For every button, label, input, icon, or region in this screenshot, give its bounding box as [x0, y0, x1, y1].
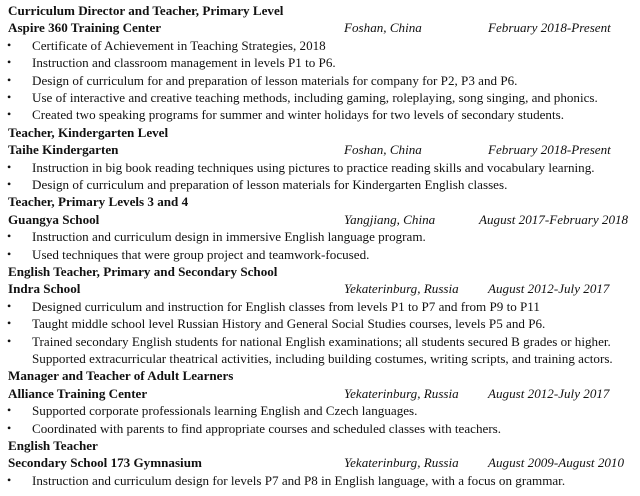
- bullet-item: [0, 106, 640, 123]
- bullet-icon: •: [7, 159, 12, 174]
- bullet-icon: •: [7, 37, 12, 52]
- bullet-text: Design of curriculum and preparation of lesson materials for Kindergarten English classes.: [32, 177, 508, 192]
- bullet-text: Trained secondary English students for national English examinations; all students secured B grades or higher.: [32, 333, 611, 349]
- bullet-text: Instruction and curriculum design for levels P7 and P8 in English language, with a focus on grammar.: [32, 472, 566, 488]
- employer-row: [0, 454, 640, 471]
- bullet-icon: •: [7, 246, 12, 261]
- employer-row: [0, 385, 640, 402]
- employment-dates: February 2018-Present: [488, 20, 611, 36]
- bullet-item: [0, 176, 640, 193]
- employer-name: Guangya School: [8, 211, 100, 227]
- bullet-text: Supported corporate professionals learning English and Czech languages.: [32, 403, 418, 419]
- employer-location: Foshan, China: [344, 20, 422, 36]
- bullet-icon: •: [7, 403, 12, 418]
- bullet-item: [0, 89, 640, 106]
- bullet-text: Coordinated with parents to find appropriate courses and scheduled classes with teachers.: [32, 420, 502, 436]
- bullet-text: Taught middle school level Russian History and General Social Studies courses, levels P5 and P6.: [32, 316, 546, 332]
- employer-row: [0, 211, 640, 228]
- bullet-item: [0, 420, 640, 437]
- bullet-text: Design of curriculum for and preparation of lesson materials for company for P2, P3 and P6.: [32, 72, 518, 88]
- employer-row: [0, 141, 640, 158]
- job-title: Manager and Teacher of Adult Learners: [8, 368, 234, 384]
- bullet-item: [0, 402, 640, 419]
- bullet-item: [0, 246, 640, 263]
- employer-location: Foshan, China: [344, 142, 422, 158]
- employer-name: Aspire 360 Training Center: [8, 20, 162, 36]
- bullet-item: [0, 72, 640, 89]
- employer-location: Yekaterinburg, Russia: [344, 385, 459, 401]
- employer-location: Yekaterinburg, Russia: [344, 281, 459, 297]
- job-title: Teacher, Kindergarten Level: [8, 124, 169, 140]
- employment-dates: August 2009-August 2010: [488, 455, 625, 471]
- employer-name: Secondary School 173 Gymnasium: [8, 455, 202, 471]
- employment-dates: August 2012-July 2017: [488, 281, 610, 297]
- bullet-icon: •: [7, 90, 12, 104]
- employer-row: [0, 280, 640, 297]
- job-title: English Teacher: [8, 438, 98, 453]
- bullet-icon: •: [7, 107, 12, 122]
- bullet-icon: •: [7, 229, 12, 244]
- bullet-item: [0, 37, 640, 54]
- bullet-icon: •: [7, 177, 12, 191]
- job-title: Teacher, Primary Levels 3 and 4: [8, 194, 189, 210]
- employment-dates: February 2018-Present: [488, 142, 611, 158]
- bullet-text: Created two speaking programs for summer and winter holidays for two levels of secondary students.: [32, 107, 564, 123]
- bullet-icon: •: [7, 316, 12, 331]
- employer-location: Yekaterinburg, Russia: [344, 455, 459, 471]
- bullet-continuation: [0, 350, 640, 367]
- bullet-icon: •: [7, 55, 12, 70]
- bullet-text: Certificate of Achievement in Teaching Strategies, 2018: [32, 37, 326, 53]
- bullet-icon: •: [7, 472, 12, 487]
- bullet-text: Designed curriculum and instruction for English classes from levels P1 to P7 and from P9 to P11: [32, 298, 540, 314]
- bullet-text: Supported extracurricular theatrical activities, including building costumes, writing scripts, and training actors.: [32, 351, 613, 366]
- bullet-text: Instruction and curriculum design in immersive English language program.: [32, 229, 426, 245]
- bullet-icon: •: [7, 298, 12, 313]
- bullet-icon: •: [7, 420, 12, 435]
- bullet-item: [0, 159, 640, 176]
- bullet-text: Use of interactive and creative teaching methods, including gaming, roleplaying, song singing, and phonics.: [32, 90, 598, 105]
- employment-dates: August 2012-July 2017: [488, 385, 610, 401]
- bullet-icon: •: [7, 333, 12, 348]
- bullet-item: [0, 472, 640, 489]
- bullet-text: Used techniques that were group project and teamwork-focused.: [32, 246, 370, 262]
- employer-name: Indra School: [8, 281, 81, 297]
- bullet-icon: •: [7, 72, 12, 87]
- bullet-item: [0, 54, 640, 71]
- bullet-text: Instruction in big book reading techniques using pictures to practice reading skills and vocabulary learning.: [32, 159, 595, 175]
- employment-dates: August 2017-February 2018: [479, 211, 629, 227]
- bullet-item: [0, 298, 640, 315]
- bullet-text: Instruction and classroom management in levels P1 to P6.: [32, 55, 336, 71]
- bullet-item: [0, 333, 640, 350]
- job-title: Curriculum Director and Teacher, Primary Level: [8, 3, 284, 18]
- job-title: English Teacher, Primary and Secondary School: [8, 264, 278, 279]
- bullet-item: [0, 228, 640, 245]
- employer-location: Yangjiang, China: [344, 211, 436, 227]
- employer-row: [0, 19, 640, 36]
- employer-name: Alliance Training Center: [8, 385, 148, 401]
- bullet-item: [0, 315, 640, 332]
- employer-name: Taihe Kindergarten: [8, 142, 119, 158]
